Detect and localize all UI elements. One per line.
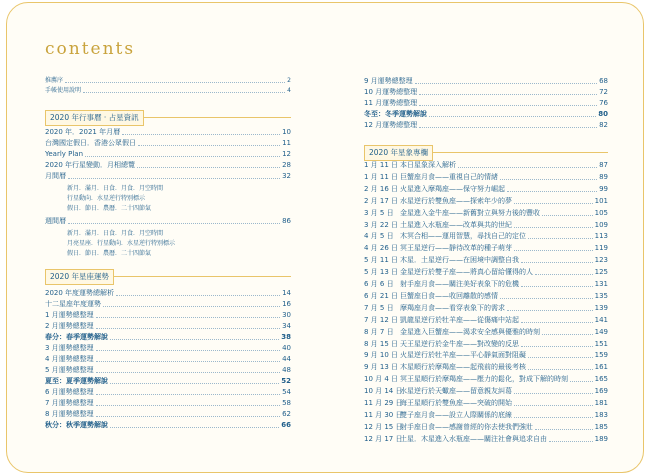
astro-entry[interactable]: [364, 280, 608, 289]
astro-entry-title: 土星．木星進入水瓶座——關注社會與追求自由: [400, 434, 547, 443]
astro-entry[interactable]: [364, 292, 608, 301]
astro-entry-title: 金星進入金牛座——新舊對立與努力後的豐收: [400, 208, 540, 217]
astro-entry[interactable]: [364, 161, 608, 170]
section-heading: 2020 年星座運勢: [45, 269, 114, 285]
astro-entry[interactable]: [364, 351, 608, 360]
astro-entry-date: 6 月 6 日: [364, 280, 394, 288]
astro-entry[interactable]: [364, 340, 608, 349]
astro-entry[interactable]: [364, 423, 608, 432]
astro-entry-page: 139: [594, 303, 608, 312]
astro-entry-date: 4 月 5 日: [364, 232, 394, 241]
toc-entry[interactable]: 3 月運勢總整理 40: [45, 344, 291, 352]
astro-entry-page: 87: [599, 161, 608, 169]
astro-entry-title: 巨蟹座日食——收回離散的感情: [400, 291, 498, 300]
toc-entry[interactable]: 5 月運勢總整理 48: [45, 366, 291, 374]
astro-entry-date: 10 月 14 日: [364, 387, 403, 396]
astro-entry-date: 12 月 17 日: [364, 434, 403, 443]
astro-entry[interactable]: [364, 304, 608, 313]
astro-entry[interactable]: [364, 221, 608, 230]
astro-entry[interactable]: [364, 316, 608, 325]
astro-entry[interactable]: [364, 375, 608, 384]
astro-entry-page: 169: [594, 387, 608, 396]
astro-entry-date: 7 月 5 日: [364, 303, 394, 312]
astro-entry-page: 161: [594, 363, 608, 372]
toc-entry[interactable]: 6 月運勢總整理 54: [45, 388, 291, 396]
toc-entry[interactable]: 10 月運勢總整理 72: [364, 88, 608, 96]
toc-entry[interactable]: 2020 年．2021 年月曆 10: [45, 128, 291, 136]
toc-entry[interactable]: 月間曆 32: [45, 172, 291, 180]
astro-entry-page: 131: [594, 280, 608, 288]
astro-entry-date: 1 月 11 日: [364, 161, 399, 169]
astro-entry-title: 木冥合相——運用智慧，尋找自己的定位: [400, 232, 526, 241]
toc-entry[interactable]: 2020 年行星變動．月相總覽 28: [45, 161, 291, 169]
astro-entry-title: 凱龍星逆行於牡羊座——從傷痛中站起: [400, 315, 519, 324]
astro-entry-date: 3 月 5 日: [364, 208, 394, 217]
astro-entry-date: 8 月 7 日: [364, 327, 394, 336]
astro-entry-date: 2 月 16 日: [364, 184, 399, 193]
astro-entry-title: 射手座月食——關注美好表象下的危機: [400, 280, 519, 288]
astro-entry[interactable]: [364, 185, 608, 194]
astro-entry-page: 165: [594, 375, 608, 384]
toc-entry-season[interactable]: 冬至：冬季運勢解說 80: [364, 110, 608, 118]
astro-entry-page: 141: [594, 315, 608, 324]
astro-entry-title: 本日星象深入解析: [400, 161, 456, 169]
astro-entry-page: 105: [594, 208, 608, 217]
toc-entry[interactable]: 8 月運勢總整理 62: [45, 410, 291, 418]
astro-entry[interactable]: [364, 387, 608, 396]
astro-entry-title: 摩羯座月食——看穿表象下的需求: [400, 303, 505, 312]
astro-entry-page: 185: [594, 422, 608, 431]
astro-entry-page: 101: [594, 196, 608, 205]
astro-entry-date: 5 月 13 日: [364, 268, 399, 277]
astro-entry-page: 123: [594, 256, 608, 265]
astro-entry[interactable]: [364, 197, 608, 206]
toc-entry[interactable]: 1 月運勢總整理 30: [45, 311, 291, 319]
astro-entry[interactable]: [364, 399, 608, 408]
astro-entry[interactable]: [364, 268, 608, 277]
astro-entry[interactable]: [364, 232, 608, 241]
astro-entry-title: 木星．土星逆行——在困境中調整自我: [400, 256, 519, 265]
astro-entry-title: 水星逆行於天蠍座——留意親友糾葛: [400, 387, 512, 396]
astro-entry-page: 135: [594, 291, 608, 300]
astro-entry[interactable]: [364, 363, 608, 372]
astro-entry-date: 10 月 4 日: [364, 375, 399, 384]
toc-entry[interactable]: 推薦序 2: [45, 77, 291, 84]
toc-entry[interactable]: 週間曆 86: [45, 217, 291, 225]
astro-entry-date: 12 月 15 日: [364, 422, 403, 431]
toc-subnote: 月亮星座．行星動向．水星逆行特別標示: [67, 240, 176, 247]
toc-subnote: 新月．滿月．日食．月食．月空時間: [67, 185, 164, 192]
astro-entry-title: 木星順行於摩羯座——起飛前的最後考核: [400, 363, 526, 372]
section-heading: 2020 年行事曆 ‧ 占星資訊: [45, 110, 144, 126]
toc-entry-season[interactable]: 夏至：夏季運勢解說 52: [45, 377, 291, 385]
contents-page: [6, 2, 644, 473]
astro-entry-page: 159: [594, 351, 608, 360]
astro-entry-title: 金星逆行於雙子座——將真心留給懂得的人: [400, 268, 533, 277]
astro-entry[interactable]: [364, 328, 608, 337]
toc-entry[interactable]: 11 月運勢總整理 76: [364, 99, 608, 107]
astro-entry-title: 海王星順行於雙魚座——突破的開始: [400, 399, 512, 407]
astro-entry-page: 125: [594, 268, 608, 277]
astro-entry-page: 151: [594, 339, 608, 348]
toc-subnote: 行星動向．水星逆行特別標示: [67, 195, 146, 202]
astro-entry-title: 天王星逆行於金牛座——對改變的反思: [400, 339, 519, 348]
toc-subnote: 假日．節日．農曆．二十四節氣: [67, 250, 152, 257]
astro-entry-date: 3 月 22 日: [364, 220, 399, 229]
toc-entry[interactable]: 2 月運勢總整理 34: [45, 322, 291, 330]
astro-entry-title: 水星逆行於雙魚座——探索年少的夢: [400, 196, 512, 205]
astro-entry-date: 7 月 12 日: [364, 315, 399, 324]
toc-entry-season[interactable]: 秋分：秋季運勢解說 66: [45, 421, 291, 429]
astro-entry[interactable]: [364, 411, 608, 420]
astro-entry[interactable]: [364, 256, 608, 265]
astro-entry-page: 89: [599, 172, 608, 181]
toc-entry[interactable]: 4 月運勢總整理 44: [45, 355, 291, 363]
astro-entry-title: 雙子座月食——設立人際關係的底線: [400, 410, 512, 419]
astro-entry-date: 2 月 17 日: [364, 196, 399, 205]
astro-entry-page: 183: [594, 410, 608, 419]
astro-entry-date: 4 月 26 日: [364, 244, 399, 253]
toc-entry[interactable]: 7 月運勢總整理 58: [45, 399, 291, 407]
toc-entry-season[interactable]: 春分：春季運勢解說 38: [45, 333, 291, 341]
toc-entry[interactable]: 台灣國定假日．香港公眾假日 11: [45, 139, 291, 147]
toc-subnote: 假日．節日．農曆．二十四節氣: [67, 205, 152, 212]
astro-entry[interactable]: [364, 435, 608, 444]
toc-subnote: 新月．滿月．日食．月食．月空時間: [67, 230, 164, 237]
toc-entry[interactable]: 手帳使用說明 4: [45, 87, 291, 94]
astro-entry[interactable]: [364, 209, 608, 218]
astro-entry-title: 冥王星順行於摩羯座——壓力的鬆化，對成下解的時刻: [400, 375, 568, 384]
astro-entry-page: 149: [594, 327, 608, 336]
astro-entry[interactable]: [364, 173, 608, 182]
astro-entry-date: 8 月 15 日: [364, 339, 399, 348]
astro-entry-page: 99: [599, 184, 608, 193]
astro-entry-title: 巨蟹座月食——重視自己的情緒: [400, 172, 498, 181]
toc-entry[interactable]: 9 月運勢總整理 68: [364, 77, 608, 85]
astro-entry-date: 6 月 21 日: [364, 291, 399, 300]
toc-entry[interactable]: 12 月運勢總整理 82: [364, 121, 608, 129]
section-heading: 2020 年星象專欄: [364, 145, 433, 161]
toc-entry[interactable]: Yearly Plan 12: [45, 150, 291, 158]
astro-entry-date: 1 月 11 日: [364, 172, 399, 181]
astro-entry-title: 火星進入摩羯座——保守努力崛起: [400, 184, 505, 193]
toc-entry[interactable]: 2020 年度運勢總解析 14: [45, 289, 291, 297]
astro-entry-title: 金星進入巨蟹座——渴求安全感與優雅的時刻: [400, 327, 540, 336]
astro-entry-page: 181: [594, 399, 608, 407]
astro-entry-date: 11 月 29 日: [364, 399, 403, 407]
astro-entry-date: 5 月 11 日: [364, 256, 399, 265]
astro-entry-page: 109: [594, 220, 608, 229]
astro-entry-date: 9 月 13 日: [364, 363, 399, 372]
astro-entry-page: 113: [594, 232, 608, 241]
page-title: contents: [45, 39, 136, 59]
astro-entry-page: 119: [594, 244, 608, 253]
astro-entry[interactable]: [364, 244, 608, 253]
astro-entry-title: 火星逆行於牡羊座——平心靜氣面對阻礙: [400, 351, 526, 360]
astro-entry-title: 射手座日食——感謝曾經的你去使我們強壯: [400, 422, 533, 431]
toc-entry[interactable]: 十二星座年度運勢 16: [45, 300, 291, 308]
astro-entry-date: 11 月 30 日: [364, 410, 403, 419]
astro-entry-page: 189: [594, 434, 608, 443]
astro-entry-title: 冥王星逆行——靜待改革的種子萌芽: [400, 244, 512, 253]
astro-entry-title: 土星進入水瓶座——改革與共的世紀: [400, 220, 512, 229]
astro-entry-date: 9 月 10 日: [364, 351, 399, 360]
